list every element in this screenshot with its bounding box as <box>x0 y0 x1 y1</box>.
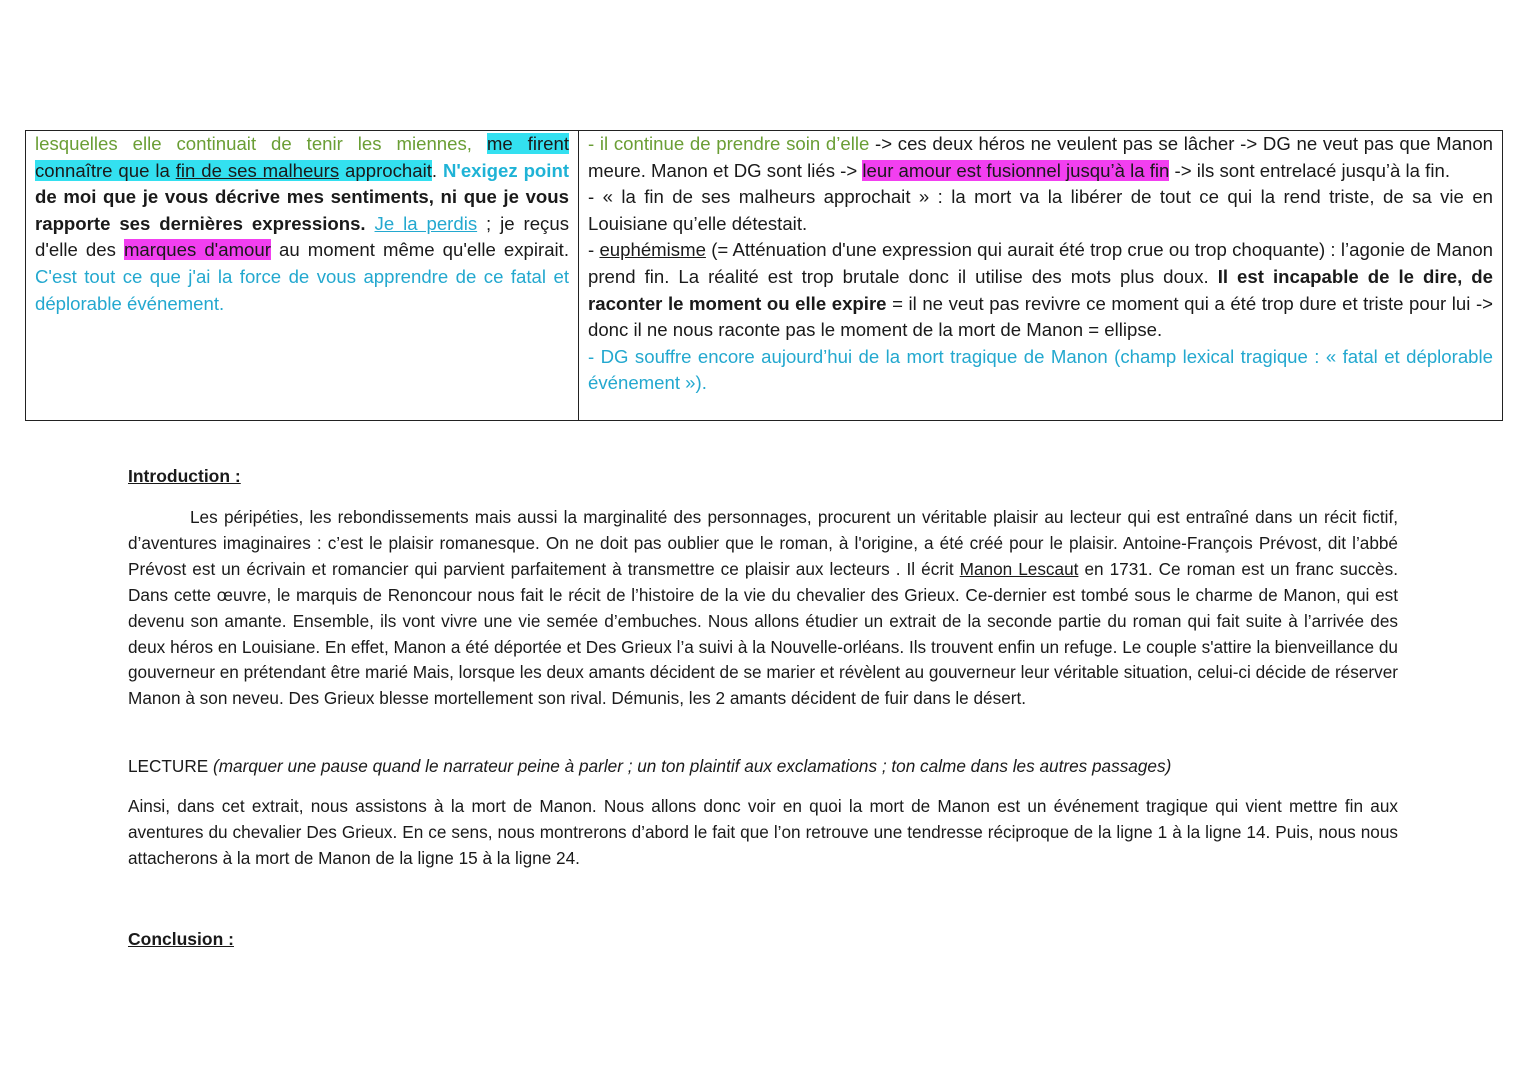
analysis-point-3 <box>588 237 1493 343</box>
analysis-underlined: euphémisme <box>599 239 706 261</box>
lecture-line <box>128 754 1398 780</box>
excerpt-blue: C'est tout ce que j'ai la force de vous apprendre de ce fatal et déplorable événement. <box>35 265 569 314</box>
analysis-text: (= Atténuation d'une expression qui aurait été trop crue ou trop choquante) : l’agonie de Manon prend fin. La réalité est trop brutale donc il utilise des mots plus doux. <box>588 239 1494 287</box>
analysis-text: -> ils sont entrelacé jusqu’à la fin. <box>1174 159 1450 181</box>
analysis-point-2 <box>588 184 1493 237</box>
excerpt-highlight-magenta: marques d'amour <box>123 239 271 261</box>
intro-text: Les péripéties, les rebondissements mais aussi la marginalité des personnages, procurent un véritable plaisir au lecteur qui est entraîné dans un récit fictif, d’aventures imaginaires : c’est le plaisir romanesque. On ne doit pas oublier que le roman, à l'origine, a été créé pour le plaisir. Antoine-François Prévost, dit l’abbé Prévost est un écrivain et romancier qui parvient parfaitement à transmettre ce plaisir aux lecteurs . Il écrit <box>128 507 1398 579</box>
analysis-cell <box>579 131 1502 420</box>
intro-text: en 1731. Ce roman est un franc succès. Dans cette œuvre, le marquis de Renoncour nous fait le récit de l’histoire de la vie du chevalier des Grieux. Ce-dernier est tombé sous le charme de Manon, qui est devenu son amante. Ensemble, ils vont vivre une vie semée d’embuches. Nous allons étudier un extrait de la seconde partie du roman qui fait suite à l’arrivée des deux héros en Louisiane. En effet, Manon a été déportée et Des Grieux l’a suivi à la Nouvelle-orléans. Ils trouvent enfin un refuge. Le couple s'attire la bienveillance du gouverneur en prétendant être marié Mais, lorsque les deux amants décident de se marier et révèlent au gouverneur leur véritable situation, celui-ci décide de réserver Manon à son neveu. Des Grieux blesse mortellement son rival. Démunis, les 2 amants décident de fuir dans le désert. <box>128 558 1398 709</box>
analysis-highlight-magenta: leur amour est fusionnel jusqu’à la fin <box>862 159 1170 181</box>
excerpt-highlight-underlined: fin de ses malheurs <box>175 159 340 181</box>
excerpt-bold: de moi que je vous décrive mes sentiments, ni que je vous rapporte ses dernières expressions. <box>35 186 569 234</box>
excerpt-blue-underlined: Je la perdis <box>374 212 478 234</box>
book-title: Manon Lescaut <box>959 558 1079 579</box>
excerpt-dot: . <box>431 159 438 181</box>
analysis-point-1 <box>588 131 1493 184</box>
analysis-text: = il ne veut pas revivre ce moment qui a été trop dure et triste pour lui -> donc il ne nous raconte pas le moment de la mort de Manon = ellipse. <box>588 292 1493 341</box>
analysis-green: - il continue de prendre soin d’elle <box>588 133 870 154</box>
introduction-paragraph <box>128 505 1398 712</box>
analysis-text: -> ces deux héros ne veulent pas se lâcher -> DG ne veut pas que Manon meure. Manon et DG sont liés -> <box>588 133 1494 181</box>
excerpt-green: lesquelles elle continuait de tenir les miennes, <box>35 133 472 154</box>
analysis-point-4: - DG souffre encore aujourd’hui de la mort tragique de Manon (champ lexical tragique : « fatal et déplorable événement »). <box>588 345 1493 394</box>
excerpt-highlight-cyan: connaître que la <box>35 159 170 181</box>
text-excerpt-cell <box>26 131 579 420</box>
excerpt-text: ; je reçus d'elle des <box>35 212 569 261</box>
analysis-text: - « la fin de ses malheurs approchait » : la mort va la libérer de tout ce qui la rend triste, de sa vie en Louisiane qu’elle détestait. <box>588 186 1493 234</box>
excerpt-text: au moment même qu'elle expirait. <box>279 239 570 261</box>
excerpt-highlight-cyan: me firent <box>486 133 569 154</box>
problematic-paragraph: Ainsi, dans cet extrait, nous assistons à la mort de Manon. Nous allons donc voir en quoi la mort de Manon est un événement tragique qui vient mettre fin aux aventures du chevalier Des Grieux. En ce sens, nous montrerons d’abord le fait que l’on retrouve une tendresse réciproque de la ligne 1 à la ligne 14. Puis, nous nous attacherons à la mort de Manon de la ligne 15 à la ligne 24. <box>128 796 1398 868</box>
lecture-note: (marquer une pause quand le narrateur peine à parler ; un ton plaintif aux exclamations ; ton calme dans les autres passages) <box>213 756 1172 776</box>
analysis-table <box>25 130 1503 421</box>
conclusion-title: Conclusion : <box>128 929 234 949</box>
excerpt-bold-cyan: N'exigez <box>442 159 518 181</box>
lecture-label: LECTURE <box>128 756 209 776</box>
analysis-dash: - <box>588 239 600 261</box>
excerpt-bold-cyan: point <box>523 159 570 181</box>
analysis-bold: Il est incapable de le dire, de raconter le moment ou elle expire <box>588 265 1493 314</box>
excerpt-highlight-cyan: approchait <box>345 159 432 181</box>
introduction-title: Introduction : <box>128 466 241 486</box>
